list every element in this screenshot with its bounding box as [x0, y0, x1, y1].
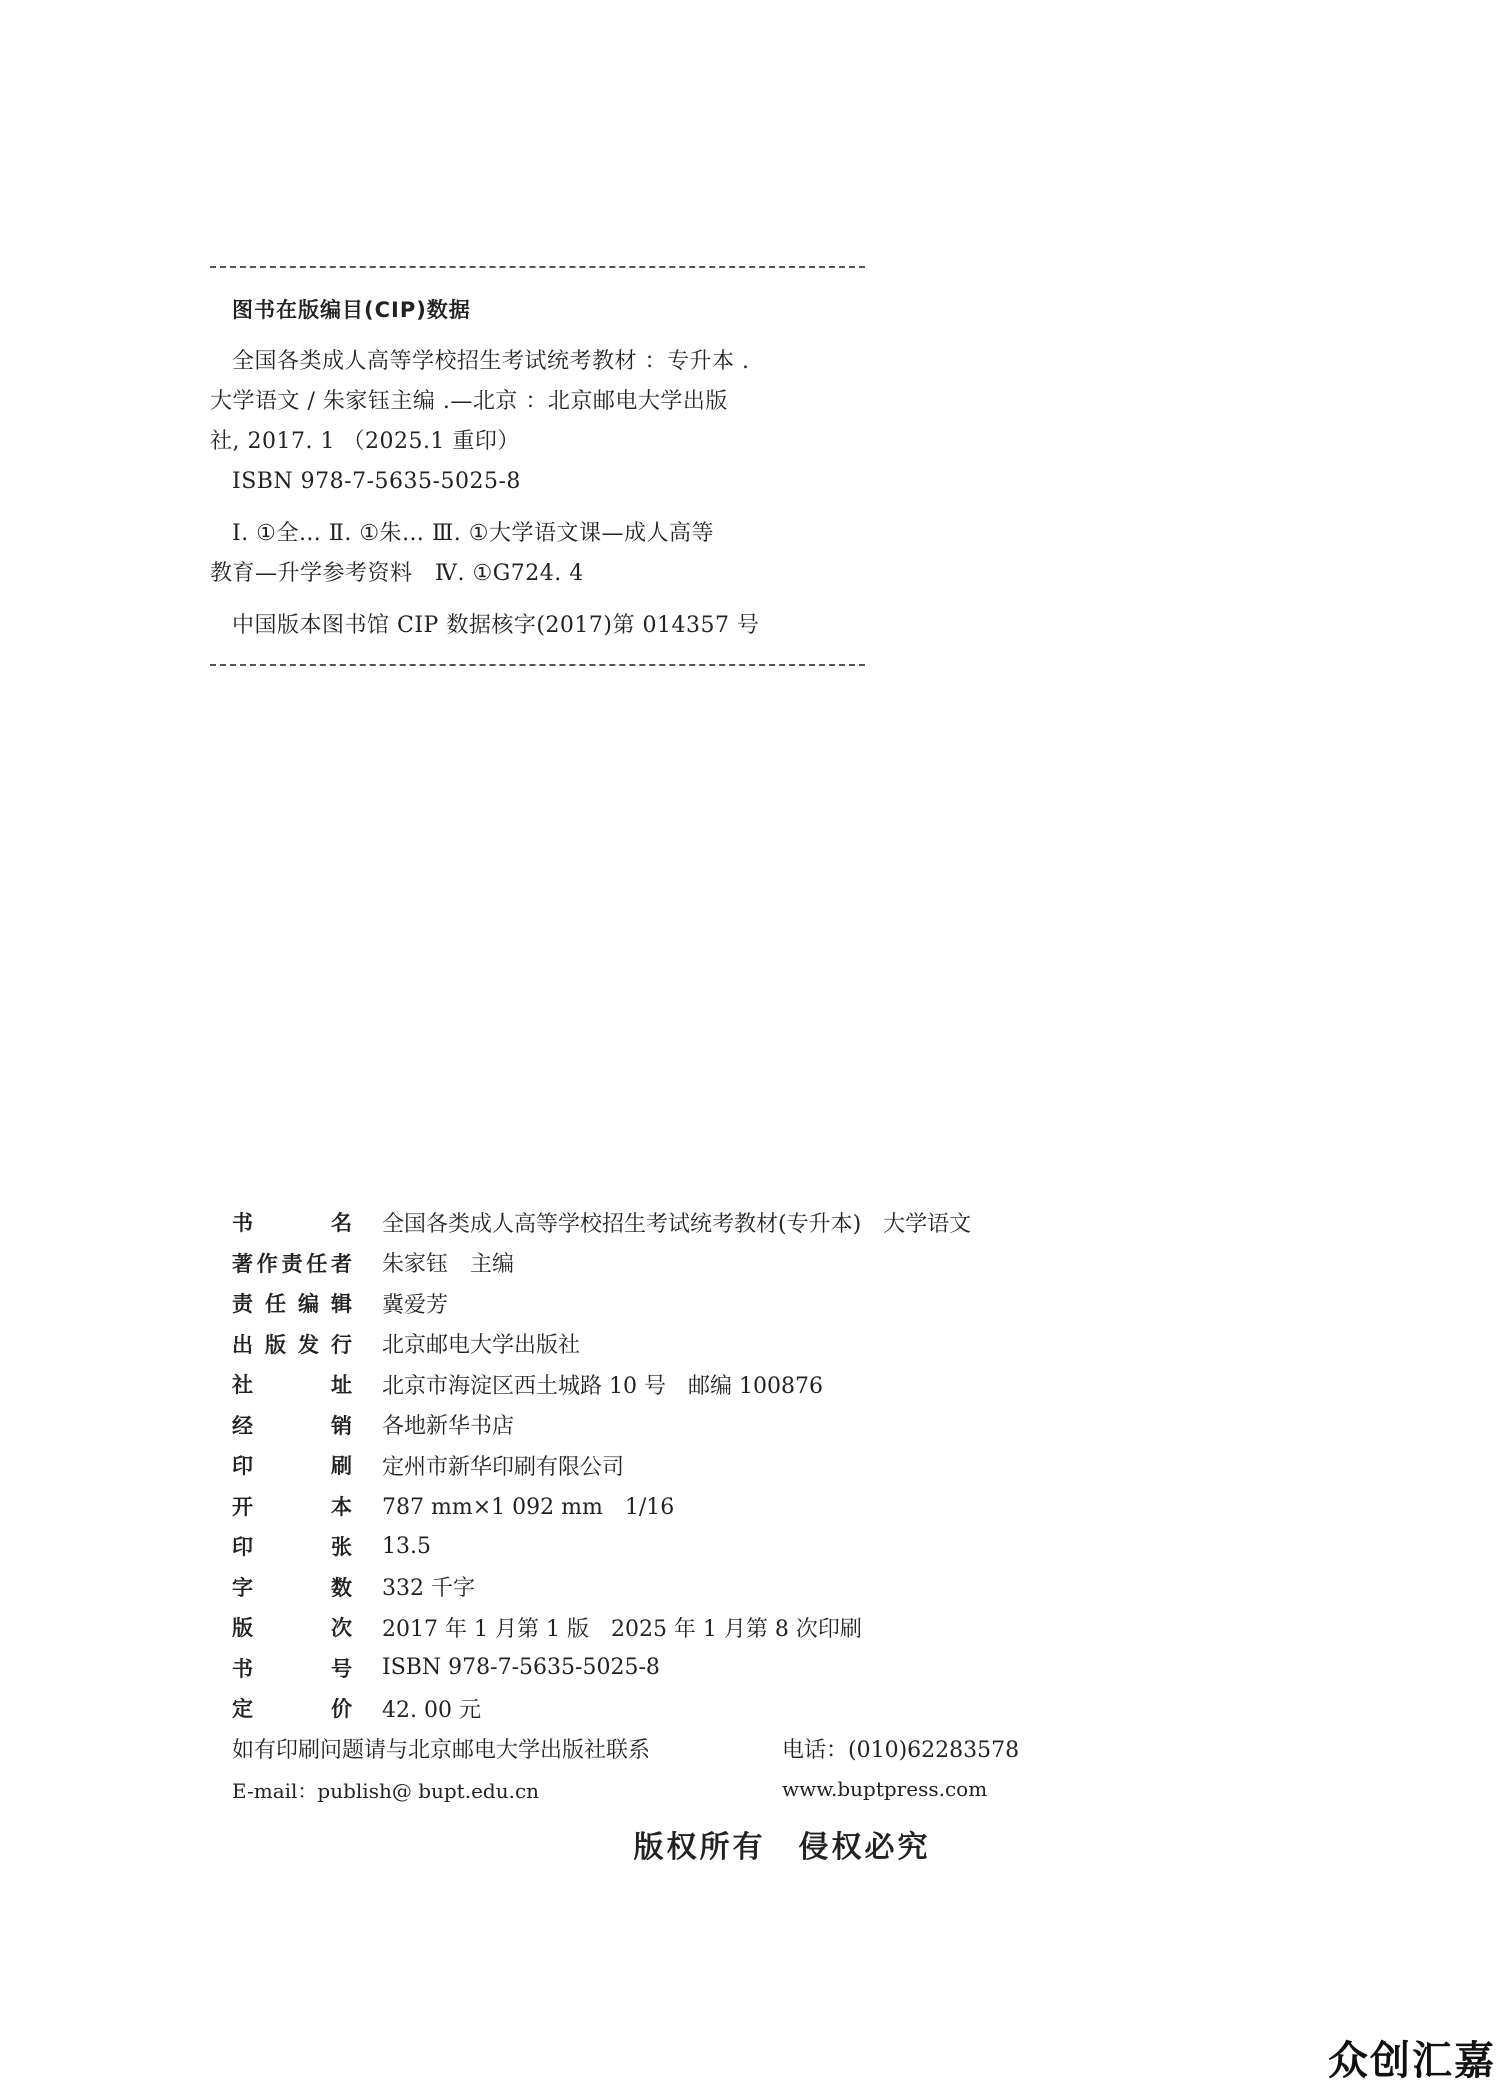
- print-problem-notice: 如有印刷问题请与北京邮电大学出版社联系: [232, 1738, 651, 1764]
- info-label: 印 张: [232, 1535, 352, 1560]
- top-dashed-divider: [210, 266, 865, 268]
- info-value: 北京邮电大学出版社: [382, 1333, 581, 1359]
- info-value: 北京市海淀区西土城路 10 号 邮编 100876: [382, 1373, 823, 1399]
- info-row: [232, 1202, 1132, 1243]
- info-value: 冀爱芳: [382, 1292, 449, 1318]
- cip-isbn: ISBN 978-7-5635-5025-8: [232, 469, 521, 494]
- contact-row-phone: [232, 1729, 1132, 1770]
- info-label: 书 名: [232, 1211, 352, 1236]
- cip-classification-1: Ⅰ. ①全… Ⅱ. ①朱… Ⅲ. ①大学语文课—成人高等: [232, 521, 714, 546]
- cip-title: 图书在版编目(CIP)数据: [232, 298, 471, 322]
- website-url: www.buptpress.com: [782, 1777, 988, 1802]
- phone-number: 电话：(010)62283578: [782, 1738, 1020, 1764]
- info-label: 印 刷: [232, 1454, 352, 1479]
- contact-row-web: [232, 1769, 1132, 1810]
- info-value: 787 mm×1 092 mm 1/16: [382, 1495, 675, 1521]
- publisher-watermark: 众创汇嘉: [1328, 2038, 1496, 2084]
- info-value: 13.5: [382, 1533, 431, 1559]
- info-label: 定 价: [232, 1697, 352, 1722]
- info-value: 2017 年 1 月第 1 版 2025 年 1 月第 8 次印刷: [382, 1616, 862, 1642]
- cip-line-3: 社, 2017. 1 （2025.1 重印）: [210, 429, 520, 454]
- info-row: [232, 1364, 1132, 1405]
- info-label: 经 销: [232, 1413, 352, 1438]
- info-row: [232, 1567, 1132, 1608]
- info-row: [232, 1648, 1132, 1689]
- info-value: 42. 00 元: [382, 1697, 481, 1723]
- info-label: 著 作 责 任 者: [232, 1251, 352, 1276]
- copyright-notice: 版权所有 侵权必究: [633, 1830, 931, 1865]
- info-value: 全国各类成人高等学校招生考试统考教材(专升本) 大学语文: [382, 1211, 972, 1237]
- cip-line-1: 全国各类成人高等学校招生考试统考教材 ：专升本 .: [232, 349, 750, 374]
- publication-info-table: [232, 1202, 1132, 1810]
- info-label: 开 本: [232, 1494, 352, 1519]
- info-value: ISBN 978-7-5635-5025-8: [382, 1655, 660, 1681]
- info-value: 定州市新华印刷有限公司: [382, 1454, 625, 1480]
- info-value: 332 千字: [382, 1576, 475, 1602]
- cip-record-number: 中国版本图书馆 CIP 数据核字(2017)第 014357 号: [232, 613, 760, 638]
- info-row: [232, 1526, 1132, 1567]
- info-row: [232, 1405, 1132, 1446]
- email-address: E-mail：publish@ bupt.edu.cn: [232, 1778, 540, 1803]
- cip-line-2: 大学语文 / 朱家钰主编 .—北京 ：北京邮电大学出版: [210, 389, 728, 414]
- info-value: 朱家钰 主编: [382, 1252, 515, 1278]
- info-row: [232, 1607, 1132, 1648]
- info-row: [232, 1283, 1132, 1324]
- cip-classification-2: 教育—升学参考资料 Ⅳ. ①G724. 4: [210, 561, 584, 586]
- info-label: 字 数: [232, 1575, 352, 1600]
- info-label: 出 版 发 行: [232, 1332, 352, 1357]
- info-row: [232, 1243, 1132, 1284]
- info-label: 书 号: [232, 1656, 352, 1681]
- info-row: [232, 1445, 1132, 1486]
- info-row: [232, 1486, 1132, 1527]
- info-row: [232, 1324, 1132, 1365]
- bottom-dashed-divider: [210, 664, 865, 666]
- info-label: 责 任 编 辑: [232, 1292, 352, 1317]
- info-row: [232, 1688, 1132, 1729]
- info-value: 各地新华书店: [382, 1414, 515, 1440]
- cip-block: [210, 266, 865, 666]
- info-label: 版 次: [232, 1616, 352, 1641]
- info-label: 社 址: [232, 1373, 352, 1398]
